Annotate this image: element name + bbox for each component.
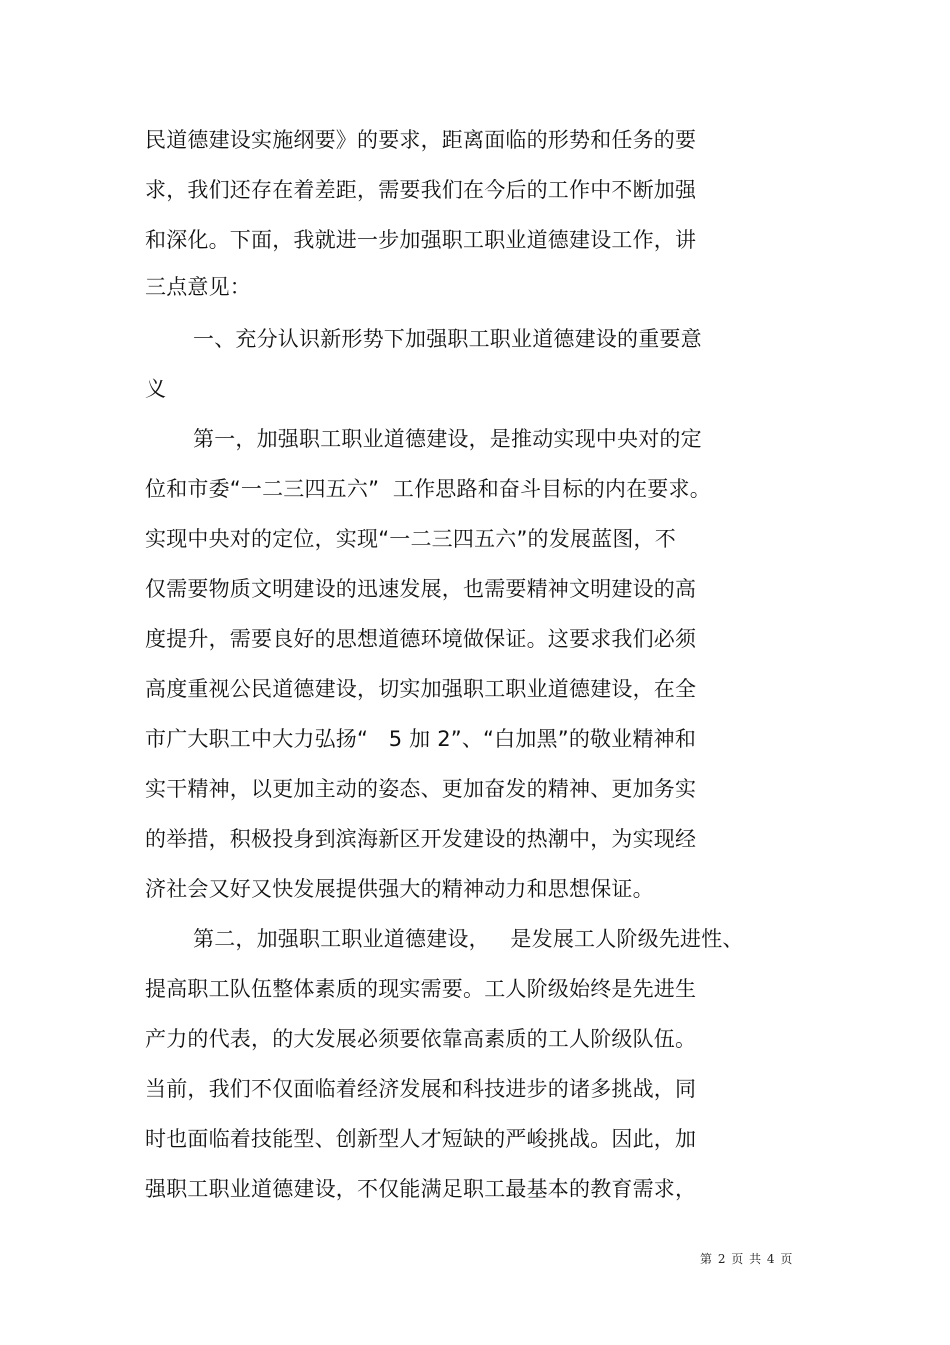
paragraph-first-line: 第二，加强职工职业道德建设， 是发展工人阶级先进性、 [193,927,744,951]
text-line: 民道德建设实施纲要》的要求，距离面临的形势和任务的要 [145,128,697,152]
text-line: 实现中央对的定位，实现“一二三四五六”的发展蓝图，不 [145,527,676,551]
page-number: 第 2 页 共 4 页 [700,1252,794,1266]
text-line: 当前，我们不仅面临着经济发展和科技进步的诸多挑战，同 [145,1077,697,1101]
text-line: 三点意见： [145,275,251,299]
text-line: 时也面临着技能型、创新型人才短缺的严峻挑战。因此，加 [145,1127,697,1151]
text-line: 和深化。下面，我就进一步加强职工职业道德建设工作，讲 [145,228,697,252]
paragraph-first-line: 第一，加强职工职业道德建设，是推动实现中央对的定 [193,427,702,451]
text-line: 实干精神，以更加主动的姿态、更加奋发的精神、更加务实 [145,777,697,801]
text-line: 仅需要物质文明建设的迅速发展，也需要精神文明建设的高 [145,577,697,601]
text-line: 提高职工队伍整体素质的现实需要。工人阶级始终是先进生 [145,977,697,1001]
section-heading-continued: 义 [145,377,167,401]
text-line: 度提升，需要良好的思想道德环境做保证。这要求我们必须 [145,627,697,651]
text-line: 位和市委“一二三四五六” 工作思路和奋斗目标的内在要求。 [145,477,711,501]
text-line: 的举措，积极投身到滨海新区开发建设的热潮中，为实现经 [145,827,697,851]
text-line: 求，我们还存在着差距，需要我们在今后的工作中不断加强 [145,178,697,202]
text-line: 高度重视公民道德建设，切实加强职工职业道德建设，在全 [145,677,697,701]
section-heading: 一、充分认识新形势下加强职工职业道德建设的重要意 [193,327,702,351]
text-line: 市广大职工中大力弘扬“ 5 加 2”、“白加黑”的敬业精神和 [145,727,697,751]
text-line: 强职工职业道德建设，不仅能满足职工最基本的教育需求， [145,1177,697,1201]
text-line: 济社会又好又快发展提供强大的精神动力和思想保证。 [145,877,654,901]
text-line: 产力的代表，的大发展必须要依靠高素质的工人阶级队伍。 [145,1027,697,1051]
